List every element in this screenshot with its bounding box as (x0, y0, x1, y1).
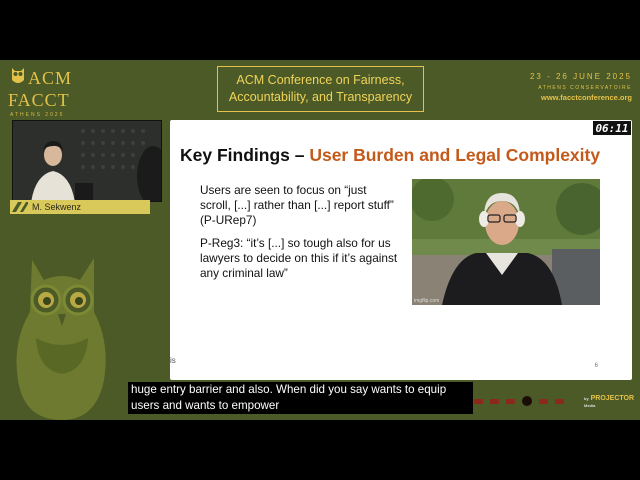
timer: 06:11 (592, 120, 632, 136)
sponsor-logo (506, 399, 515, 404)
acm-facct-logo (8, 64, 80, 120)
logo-acm-text: ACM (28, 68, 73, 88)
conference-dates: 23 - 26 JUNE 2025 (529, 72, 632, 81)
subtitle-caption (128, 382, 473, 414)
video-frame (0, 60, 640, 420)
projector-sub: Media (584, 403, 596, 408)
slide-cut-text: is (170, 356, 176, 365)
logo-facct-text: FACCT (8, 90, 70, 110)
conference-title-line2: Accountability, and Transparency (228, 90, 413, 104)
meme-image (412, 179, 600, 305)
subtitle-line-1: huge entry barrier and also. When did you say wants to equip (131, 383, 447, 396)
owl-mascot-icon (0, 252, 125, 420)
slide-quote-2: P-Reg3: “it’s [...] so tough also for us lawyers to decide on this if it’s against any criminal law” (200, 236, 398, 280)
sponsor-logo (490, 399, 499, 404)
photo-credit: imgflip.com (414, 298, 440, 304)
subtitle-line-2: users and wants to empower (131, 399, 280, 412)
stripe-icon (12, 202, 28, 212)
slide-photo (412, 179, 600, 305)
presentation-slide (170, 120, 632, 380)
conference-title-line1: ACM Conference on Fairness, (236, 73, 405, 87)
sponsor-logo (539, 399, 548, 404)
sponsor-logo (474, 399, 483, 404)
conference-url: www.facctconference.org (541, 93, 632, 102)
conference-title-box (217, 66, 424, 112)
conference-info (530, 72, 632, 102)
speaker-name: M. Sekwenz (32, 202, 82, 212)
projector-name: PROJECTOR (590, 395, 635, 402)
logo-sub-text: ATHENS 2025 (10, 112, 65, 118)
slide-quote-1: Users are seen to focus on “just scroll, [...] rather than [...] report stuff” (P-URep7) (200, 183, 394, 227)
projector-prefix: by (584, 396, 589, 401)
slide-page-number: 6 (594, 363, 598, 369)
sponsor-logo (522, 396, 532, 406)
slide-body (200, 183, 400, 289)
sponsor-strip (474, 396, 564, 406)
sponsor-logo (555, 399, 564, 404)
speaker-camera-feed (12, 120, 162, 202)
slide-title-accent: User Burden and Legal Complexity (309, 145, 601, 165)
owl-logo-icon (10, 66, 26, 86)
projector-logo (584, 395, 634, 409)
slide-title-main: Key Findings – (180, 145, 310, 165)
letterbox-bottom (0, 420, 640, 480)
speaker-name-bar (10, 200, 150, 214)
speaker-image (13, 121, 162, 202)
slide-title (180, 145, 600, 166)
letterbox-top (0, 0, 640, 60)
conference-venue: ATHENS CONSERVATOIRE (538, 85, 632, 91)
